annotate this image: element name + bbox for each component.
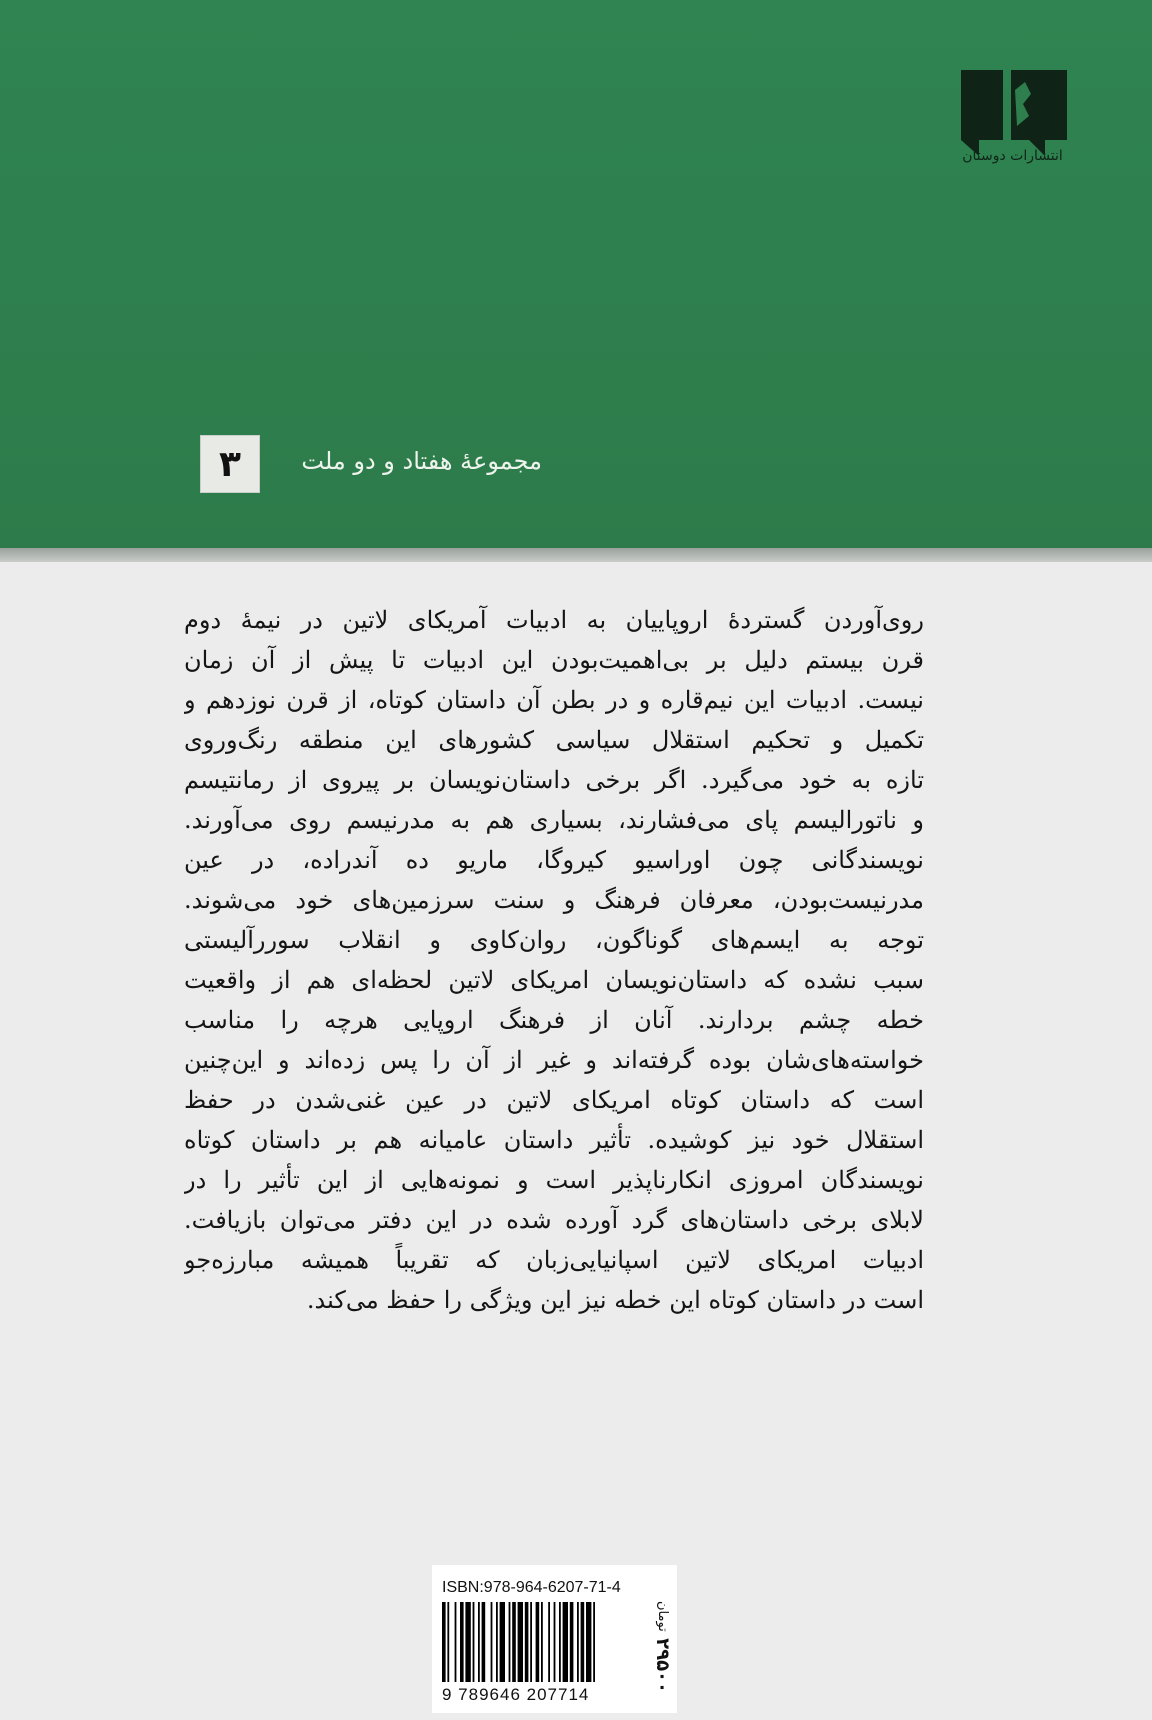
cover-green-band <box>0 0 1152 548</box>
description-text <box>184 600 924 1320</box>
isbn-label: ISBN:978-964-6207-71-4 <box>442 1579 621 1596</box>
description-line: نویسندگان امروزی انکارناپذیر است و نمونه‌هایی از این تأثیر را در <box>184 1166 924 1194</box>
description-line: است که داستان کوتاه امریکای لاتین در عین غنی‌شدن در حفظ <box>184 1086 924 1114</box>
description-line: نیست. ادبیات این نیم‌قاره و در بطن آن داستان کوتاه، از قرن نوزدهم و <box>184 686 924 714</box>
description-line: قرن بیستم دلیل بر بی‌اهمیت‌بودن این ادبیات تا پیش از آن زمان <box>184 646 924 674</box>
description-line: است در داستان کوتاه این خطه نیز این ویژگی را حفظ می‌کند. <box>306 1286 924 1314</box>
description-line: تازه به خود می‌گیرد. اگر برخی داستان‌نویسان بر پیروی از رمانتیسم <box>184 766 924 794</box>
description-line: خطه چشم بردارند. آنان از فرهنگ اروپایی هرچه را مناسب <box>184 1006 924 1034</box>
description-line: خواسته‌های‌شان بوده گرفته‌اند و غیر از آن را پس زده‌اند و این‌چنین <box>184 1046 924 1074</box>
description-line: سبب نشده که داستان‌نویسان امریکای لاتین لحظه‌ای هم از واقعیت <box>184 966 924 994</box>
barcode-digits: 9 789646 207714 <box>442 1685 590 1704</box>
price-label <box>647 1595 673 1700</box>
divider-stripe <box>0 548 1152 562</box>
description-line: توجه به ایسم‌های گوناگون، روان‌کاوی و انقلاب سوررآلیستی <box>184 926 924 954</box>
price-value: ۲۹۵۰۰ <box>652 1638 673 1694</box>
series-title: مجموعهٔ هفتاد و دو ملت <box>301 447 542 475</box>
series-number: ۳ <box>200 435 260 493</box>
description-line: نویسندگانی چون اوراسیو کیروگا، ماریو ده آندراده، در عین <box>184 846 924 874</box>
description-line: استقلال خود نیز کوشیده. تأثیر داستان عامیانه هم بر داستان کوتاه <box>184 1126 924 1154</box>
description-line: تکمیل و تحکیم استقلال سیاسی کشورهای این منطقه رنگ‌وروی <box>184 726 924 754</box>
description-line: مدرنیست‌بودن، معرفان فرهنگ و سنت سرزمین‌های خود می‌شوند. <box>184 886 924 914</box>
price-unit: تومان <box>655 1601 670 1633</box>
description-line: لابلای برخی داستان‌های گرد آورده شده در این دفتر می‌توان بازیافت. <box>184 1206 924 1234</box>
description-line: روی‌آوردن گستردهٔ اروپاییان به ادبیات آمریکای لاتین در نیمهٔ دوم <box>184 606 924 634</box>
publisher-name: انتشارات دوستان <box>962 148 1063 164</box>
description-line: ادبیات امریکای لاتین اسپانیایی‌زبان که تقریباً همیشه مبارزه‌جو <box>184 1246 924 1274</box>
barcode-icon <box>442 1602 642 1682</box>
barcode-card <box>432 1565 677 1713</box>
description-line: و ناتورالیسم پای می‌فشارند، بسیاری هم به مدرنیسم روی می‌آورند. <box>184 806 924 834</box>
